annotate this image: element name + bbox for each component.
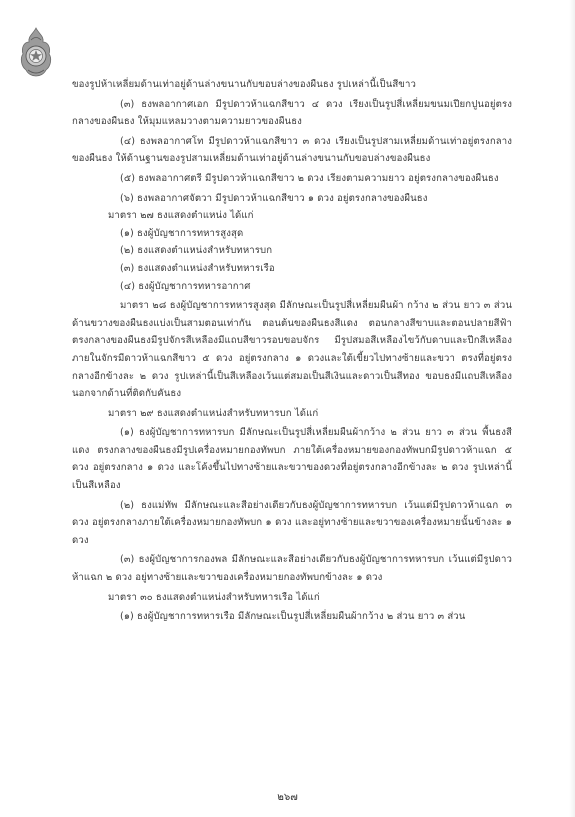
text-line-1: (๓) ธงพลอากาศเอก มีรูปดาวห้าแฉกสีขาว ๔ ดวง เรียงเป็นรูปสี่เหลี่ยมขนมเปียกปูนอยู่ตรงกลางของผืนธง ให้มุมแหลมวางตามความยาวของผืนธง <box>72 98 512 128</box>
document-body <box>72 76 512 626</box>
section-heading-29: มาตรา ๒๙ ธงแสดงตำแหน่งสำหรับทหารบก ได้แก่ <box>108 407 319 419</box>
text-line-0: ของรูปห้าเหลี่ยมด้านเท่าอยู่ด้านล่างขนานกับขอบล่างของผืนธง รูปเหล่านี้เป็นสีขาว <box>72 79 416 90</box>
section-heading-27: มาตรา ๒๗ ธงแสดงตำแหน่ง ได้แก่ <box>108 210 254 222</box>
text-line-13: (๒) ธงแม่ทัพ มีลักษณะและสีอย่างเดียวกับธงผู้บัญชาการทหารบก เว้นแต่มีรูปดาวห้าแฉก ๓ ดวง อยู่ตรงกลางภายใต้เครื่องหมายกองทัพบก ๑ ดวง และอยู่ทางซ้ายและขวาของเครื่องหมายนั้นข้างละ ๑ ดวง <box>72 499 512 546</box>
text-line-2: (๔) ธงพลอากาศโท มีรูปดาวห้าแฉกสีขาว ๓ ดวง เรียงเป็นรูปสามเหลี่ยมด้านเท่าอยู่ตรงกลางของผืนธง ให้ด้านฐานของรูปสามเหลี่ยมด้านเท่าอยู่ด้านล่างขนานกับขอบล่างของผืนธง <box>72 135 512 165</box>
text-line-3: (๕) ธงพลอากาศตรี มีรูปดาวห้าแฉกสีขาว ๒ ดวง เรียงตามความยาว อยู่ตรงกลางของผืนธง <box>120 172 499 184</box>
text-line-16: (๑) ธงผู้บัญชาการทหารเรือ มีลักษณะเป็นรูปสี่เหลี่ยมผืนผ้ากว้าง ๒ ส่วน ยาว ๓ ส่วน <box>120 611 466 623</box>
text-line-8: (๓) ธงแสดงตำแหน่งสำหรับทหารเรือ <box>120 262 275 274</box>
text-line-4: (๖) ธงพลอากาศจัตวา มีรูปดาวห้าแฉกสีขาว ๑ ดวง อยู่ตรงกลางของผืนธง <box>120 192 428 204</box>
text-line-14: (๓) ธงผู้บัญชาการกองพล มีลักษณะและสีอย่างเดียวกับธงผู้บัญชาการทหารบก เว้นแต่มีรูปดาวห้าแฉก ๒ ดวง อยู่ทางซ้ายและขวาของเครื่องหมายกองทัพบกข้างละ ๑ ดวง <box>72 554 512 584</box>
text-line-6: (๑) ธงผู้บัญชาการทหารสูงสุด <box>120 227 244 239</box>
section-heading-30: มาตรา ๓๐ ธงแสดงตำแหน่งสำหรับทหารเรือ ได้แก่ <box>108 591 320 603</box>
page-number: ๒๖๗ <box>277 792 298 803</box>
scan-edge <box>569 0 575 817</box>
thai-royal-emblem-icon <box>18 26 54 78</box>
text-line-9: (๔) ธงผู้บัญชาการทหารอากาศ <box>120 280 251 292</box>
text-line-7: (๒) ธงแสดงตำแหน่งสำหรับทหารบก <box>120 245 273 257</box>
section-paragraph-28: มาตรา ๒๘ ธงผู้บัญชาการทหารสูงสุด มีลักษณะเป็นรูปสี่เหลี่ยมผืนผ้า กว้าง ๒ ส่วน ยาว ๓ ส่วน ด้านขวางของผืนธงแบ่งเป็นสามตอนเท่ากัน ตอนต้นของผืนธงสีแดง ตอนกลางสีขาบและตอนปลายสีฟ้า ตรงกลางของผืนธงมีรูปจักรสีเหลืองมีแถบสีขาวรอบขอบจักร มีรูปสมอสีเหลืองไขว้กับดาบและปีกสีเหลือง ภายในจักรมีดาวห้าแฉกสีขาว ๕ ดวง อยู่ตรงกลาง ๑ ดวงและใต้เขี้ยวไปทางซ้ายและขวา ตรงที่อยู่ตรงกลางอีกข้างละ ๒ ดวง รูปเหล่านี้เป็นสีเหลืองเว้นแต่สมอเป็นสีเงินและดาวเป็นสีทอง ขอบธงมีแถบสีเหลืองนอกจากด้านที่ติดกับคันธง <box>72 300 512 400</box>
text-line-12: (๑) ธงผู้บัญชาการทหารบก มีลักษณะเป็นรูปสี่เหลี่ยมผืนผ้ากว้าง ๒ ส่วน ยาว ๓ ส่วน พื้นธงสีแดง ตรงกลางของผืนธงมีรูปเครื่องหมายกองทัพบก ภายใต้เครื่องหมายของกองทัพบกมีรูปดาวห้าแฉก ๕ ดวง อยู่ตรงกลาง ๑ ดวง และโค้งขึ้นไปทางซ้ายและขวาของดวงที่อยู่ตรงกลางอีกข้างละ ๒ ดวง รูปเหล่านี้เป็นสีเหลือง <box>72 427 512 492</box>
